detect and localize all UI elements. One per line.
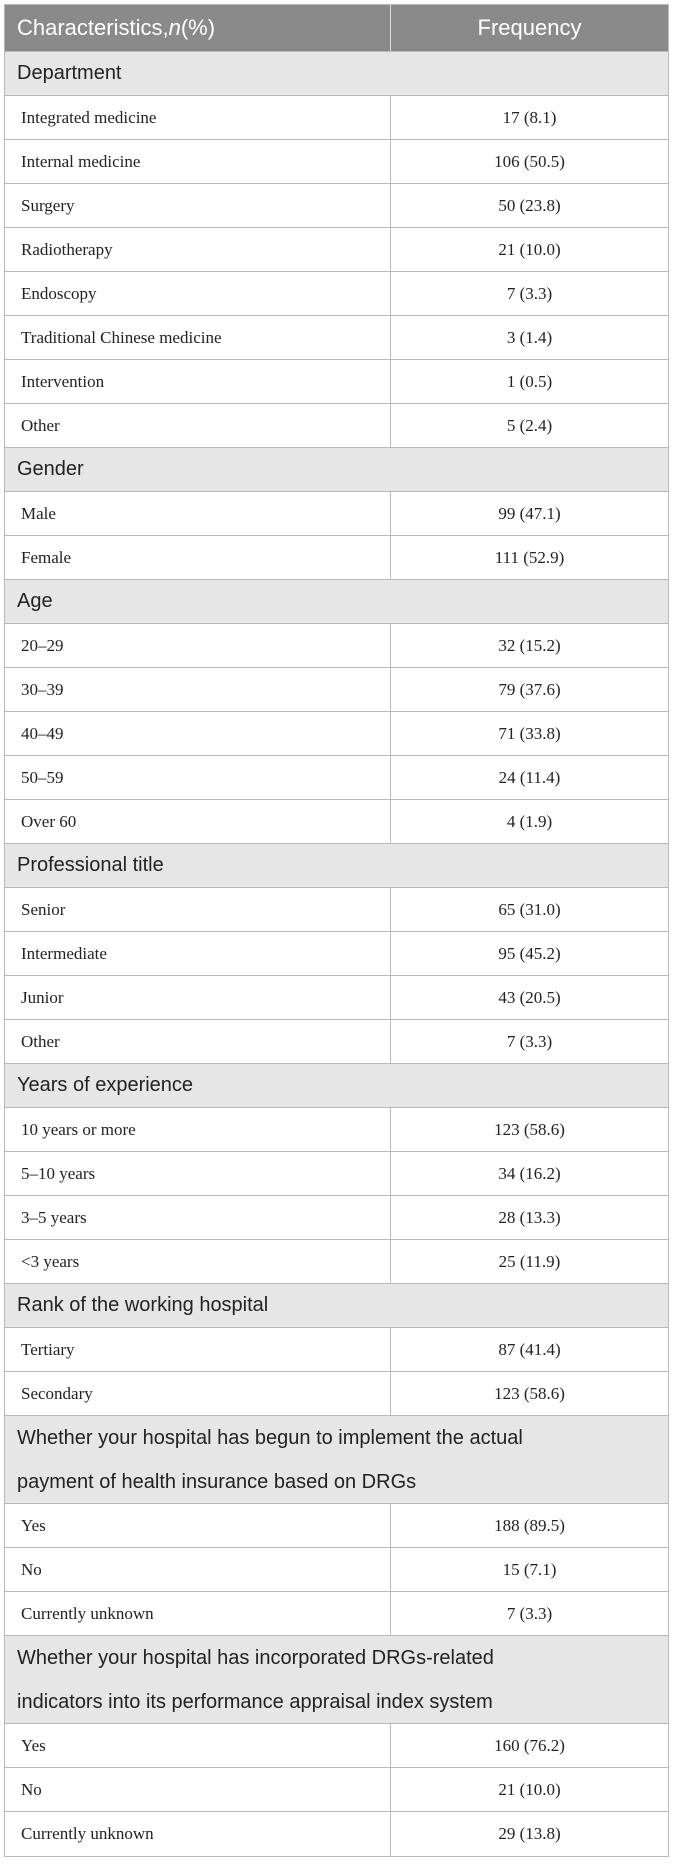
- section-header: Department: [5, 52, 668, 96]
- header-italic-n: n: [168, 15, 181, 40]
- row-frequency: 5 (2.4): [506, 415, 553, 435]
- row-frequency: 79 (37.6): [498, 679, 561, 699]
- table-body: [5, 52, 668, 1856]
- table-row: [5, 800, 668, 844]
- row-frequency: 7 (3.3): [506, 283, 553, 303]
- row-frequency: 17 (8.1): [502, 107, 557, 127]
- row-frequency: 99 (47.1): [498, 503, 561, 523]
- row-label: Intervention: [5, 360, 391, 403]
- row-label: 50–59: [5, 756, 391, 799]
- row-label: No: [5, 1768, 391, 1811]
- table-row: [5, 624, 668, 668]
- table-row: [5, 316, 668, 360]
- row-label: Yes: [5, 1724, 391, 1767]
- row-frequency: 7 (3.3): [506, 1603, 553, 1623]
- row-frequency: 43 (20.5): [498, 987, 561, 1007]
- table-header: [5, 5, 668, 52]
- table-row: [5, 1108, 668, 1152]
- table-row: [5, 140, 668, 184]
- section-header: Age: [5, 580, 668, 624]
- characteristics-table: [4, 4, 669, 1857]
- row-frequency: 21 (10.0): [498, 1779, 561, 1799]
- table-row: [5, 1548, 668, 1592]
- row-frequency: 15 (7.1): [502, 1559, 557, 1579]
- row-label: Yes: [5, 1504, 391, 1547]
- table-row: [5, 976, 668, 1020]
- row-label: Other: [5, 1020, 391, 1063]
- table-row: [5, 932, 668, 976]
- row-label: No: [5, 1548, 391, 1591]
- row-label: Secondary: [5, 1372, 391, 1415]
- row-label: Surgery: [5, 184, 391, 227]
- table-row: [5, 1724, 668, 1768]
- row-frequency: 188 (89.5): [494, 1515, 565, 1535]
- table-row: [5, 1504, 668, 1548]
- row-frequency: 50 (23.8): [498, 195, 561, 215]
- row-label: Integrated medicine: [5, 96, 391, 139]
- row-label: <3 years: [5, 1240, 391, 1283]
- row-label: Intermediate: [5, 932, 391, 975]
- row-frequency: 87 (41.4): [498, 1339, 561, 1359]
- row-frequency: 71 (33.8): [498, 723, 561, 743]
- table-row: [5, 712, 668, 756]
- header-frequency: Frequency: [477, 15, 582, 40]
- header-characteristics: [5, 5, 391, 51]
- row-frequency: 123 (58.6): [494, 1383, 565, 1403]
- row-label: Currently unknown: [5, 1592, 391, 1635]
- section-header: Professional title: [5, 844, 668, 888]
- table-row: [5, 668, 668, 712]
- table-row: [5, 1240, 668, 1284]
- row-label: Radiotherapy: [5, 228, 391, 271]
- row-label: Traditional Chinese medicine: [5, 316, 391, 359]
- row-frequency: 34 (16.2): [498, 1163, 561, 1183]
- row-label: Tertiary: [5, 1328, 391, 1371]
- table-row: [5, 1592, 668, 1636]
- row-label: Currently unknown: [5, 1812, 391, 1856]
- table-row: [5, 404, 668, 448]
- row-frequency: 24 (11.4): [498, 767, 561, 787]
- row-frequency: 106 (50.5): [494, 151, 565, 171]
- table-row: [5, 272, 668, 316]
- row-frequency: 160 (76.2): [494, 1735, 565, 1755]
- section-header: [5, 1636, 668, 1724]
- section-header: Rank of the working hospital: [5, 1284, 668, 1328]
- section-title-line: Whether your hospital has incorporated DRGs-related: [17, 1647, 494, 1669]
- table-row: [5, 1812, 668, 1856]
- row-label: 40–49: [5, 712, 391, 755]
- section-title-line: payment of health insurance based on DRGs: [17, 1471, 417, 1493]
- table-row: [5, 360, 668, 404]
- table-row: [5, 1020, 668, 1064]
- row-frequency: 65 (31.0): [498, 899, 561, 919]
- row-label: Female: [5, 536, 391, 579]
- row-frequency: 32 (15.2): [498, 635, 561, 655]
- row-frequency: 29 (13.8): [498, 1824, 561, 1843]
- table-row: [5, 1152, 668, 1196]
- row-frequency: 7 (3.3): [506, 1031, 553, 1051]
- section-header: Years of experience: [5, 1064, 668, 1108]
- table-row: [5, 888, 668, 932]
- row-label: Internal medicine: [5, 140, 391, 183]
- row-label: 10 years or more: [5, 1108, 391, 1151]
- section-header: [5, 1416, 668, 1504]
- row-label: Junior: [5, 976, 391, 1019]
- row-frequency: 123 (58.6): [494, 1119, 565, 1139]
- row-label: Other: [5, 404, 391, 447]
- row-label: Over 60: [5, 800, 391, 843]
- section-title-line: indicators into its performance appraisal index system: [17, 1691, 493, 1713]
- table-row: [5, 492, 668, 536]
- row-frequency: 95 (45.2): [498, 943, 561, 963]
- table-row: [5, 228, 668, 272]
- row-label: Endoscopy: [5, 272, 391, 315]
- row-frequency: 25 (11.9): [498, 1251, 561, 1271]
- table-row: [5, 1372, 668, 1416]
- row-label: Male: [5, 492, 391, 535]
- table-row: [5, 536, 668, 580]
- row-frequency: 4 (1.9): [506, 811, 553, 831]
- row-frequency: 28 (13.3): [498, 1207, 561, 1227]
- header-suffix: (%): [180, 15, 216, 40]
- row-label: Senior: [5, 888, 391, 931]
- table-row: [5, 96, 668, 140]
- section-title-line: Whether your hospital has begun to implement the actual: [17, 1427, 523, 1449]
- table-row: [5, 184, 668, 228]
- row-frequency: 1 (0.5): [506, 371, 553, 391]
- table-row: [5, 1196, 668, 1240]
- row-label: 3–5 years: [5, 1196, 391, 1239]
- section-header: Gender: [5, 448, 668, 492]
- row-label: 5–10 years: [5, 1152, 391, 1195]
- row-frequency: 111 (52.9): [494, 547, 565, 567]
- table-row: [5, 756, 668, 800]
- row-label: 30–39: [5, 668, 391, 711]
- row-frequency: 21 (10.0): [498, 239, 561, 259]
- table-row: [5, 1328, 668, 1372]
- header-prefix: Characteristics,: [17, 15, 169, 40]
- row-label: 20–29: [5, 624, 391, 667]
- row-frequency: 3 (1.4): [506, 327, 553, 347]
- table-row: [5, 1768, 668, 1812]
